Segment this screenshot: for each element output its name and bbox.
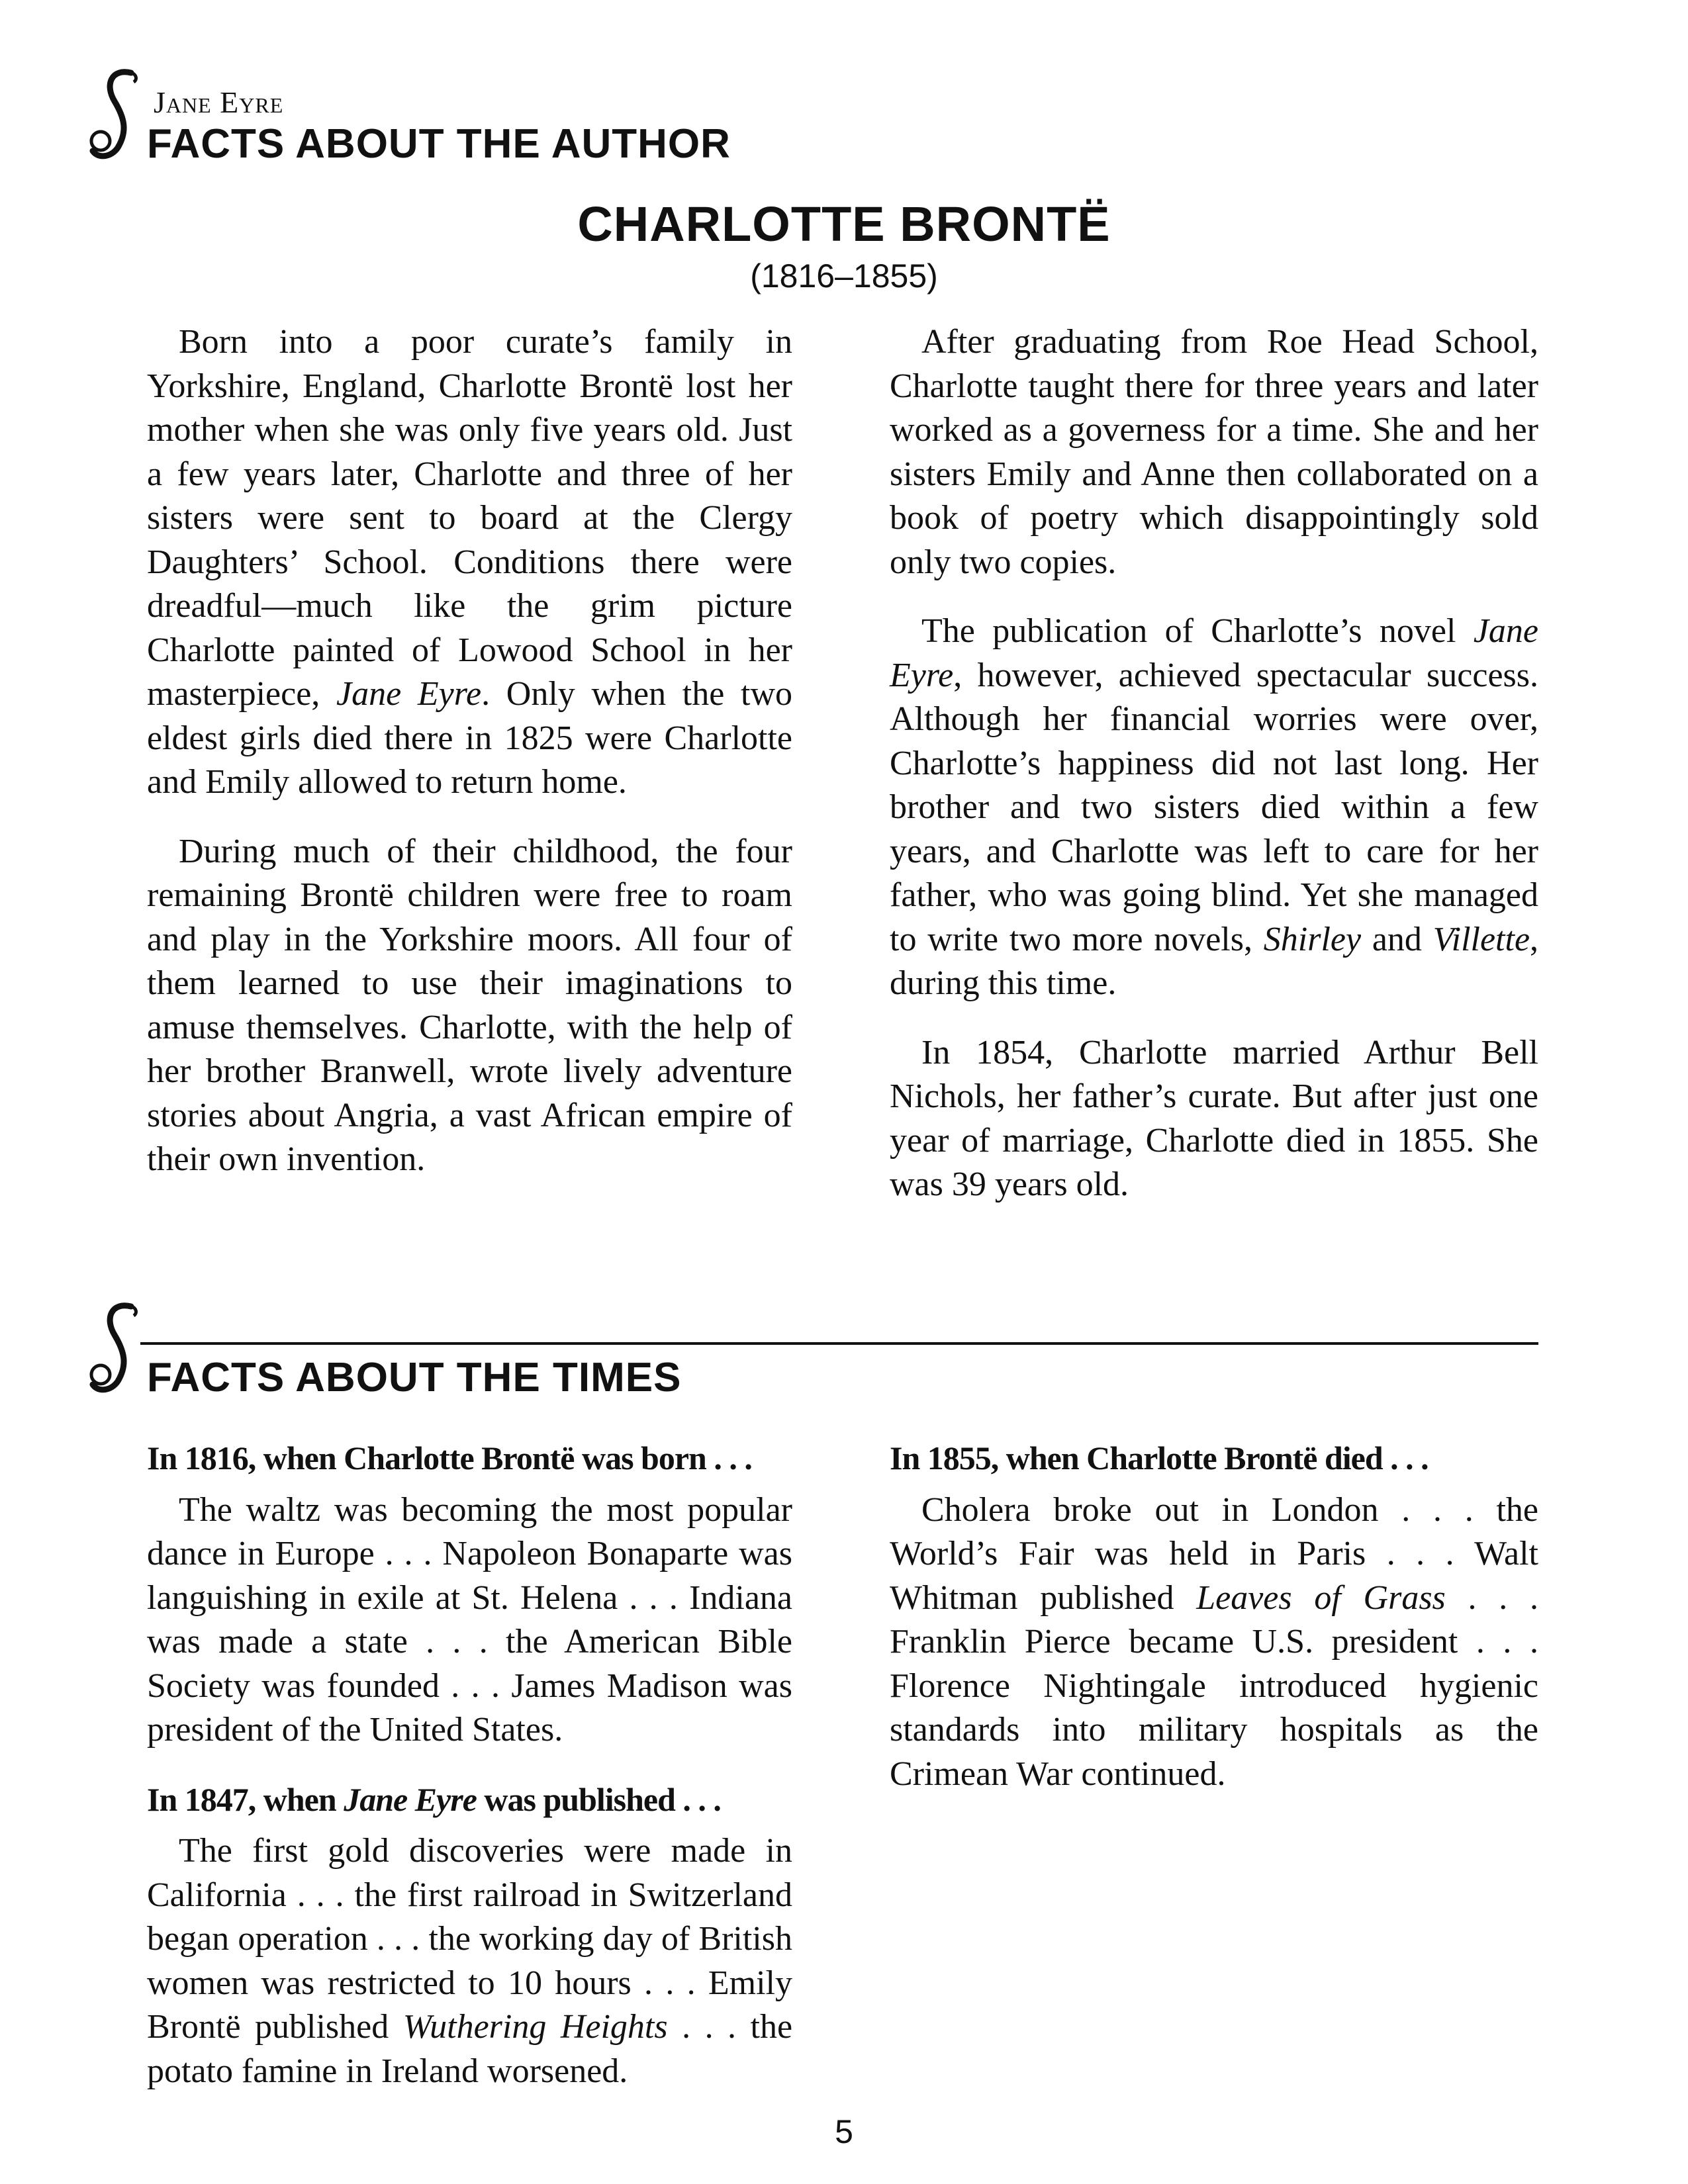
- bio-text: The publication of Charlotte’s novel: [921, 612, 1456, 650]
- times-entry-1855: [890, 1436, 1538, 1796]
- times-column-left: [147, 1436, 792, 2113]
- bio-text: , during this time.: [890, 920, 1539, 1002]
- novel-title: Jane Eyre: [890, 612, 1539, 694]
- author-dates: (1816–1855): [750, 257, 938, 295]
- times-text: [890, 1488, 1538, 1797]
- times-text: The waltz was becoming the most popular dance in Europe . . . Napoleon Bonaparte was languishing in exile at St. Helena . . . Indiana was made a state . . . the American Bible Society was founded . . . James Madison was president of the United States.: [147, 1490, 792, 1749]
- times-entry-1847: [147, 1778, 792, 2094]
- times-subheading: In 1855, when Charlotte Brontë died . . .: [890, 1439, 1429, 1477]
- times-text-part: Cholera broke out in London . . . the World’s Fair was held in Paris . . . Walt Whitman published: [890, 1490, 1538, 1617]
- section-ornament-icon: [85, 1298, 148, 1400]
- section-divider: [140, 1342, 1538, 1345]
- novel-title: Leaves of Grass: [1196, 1578, 1446, 1617]
- bio-column-left: [147, 320, 792, 1207]
- bio-paragraph: [147, 320, 792, 805]
- bio-paragraph: After graduating from Roe Head School, Charlotte taught there for three years and later worked as a governess for a time. She and her sisters Emily and Anne then collaborated on a book of poetry which disappointingly sold only two copies.: [890, 323, 1538, 581]
- bio-column-right: [890, 320, 1538, 1232]
- bio-paragraph: In 1854, Charlotte married Arthur Bell Nichols, her father’s curate. But after just one year of marriage, Charlotte died in 1855. She was 39 years old.: [890, 1033, 1538, 1203]
- times-text-part: . . . the potato famine in Ireland worsened.: [147, 2008, 793, 2090]
- novel-title: Villette: [1432, 920, 1530, 958]
- times-entry-1816: [147, 1436, 792, 1752]
- section-ornament-icon: [85, 65, 148, 167]
- times-subheading: [147, 1778, 792, 1822]
- novel-title: Shirley: [1263, 920, 1362, 958]
- times-text: [147, 1829, 792, 2093]
- page-number: 5: [835, 2113, 853, 2150]
- bio-text: , however, achieved spectacular success. Although her financial worries were over, Charlotte’s happiness did not last long. Her brother and two sisters died within a few years, and Charlotte was left to care for her father, who was going blind. Yet she managed to write two more novels,: [890, 656, 1538, 958]
- bio-paragraph: [890, 610, 1538, 1006]
- novel-title: Jane Eyre: [336, 675, 482, 713]
- bio-text: and: [1372, 920, 1422, 958]
- section-heading-author: FACTS ABOUT THE AUTHOR: [147, 121, 731, 167]
- running-head: Jane Eyre: [154, 85, 284, 119]
- subheading-text: was published . . .: [484, 1780, 721, 1818]
- times-subheading: In 1816, when Charlotte Brontë was born . . .: [147, 1439, 752, 1477]
- section-heading-times: FACTS ABOUT THE TIMES: [147, 1355, 682, 1400]
- times-text-part: . . . Franklin Pierce became U.S. president . . . Florence Nightingale introduced hygienic standards into military hospitals as the Crimean War continued.: [890, 1578, 1539, 1793]
- bio-text: Born into a poor curate’s family in Yorkshire, England, Charlotte Brontë lost her mother when she was only five years old. Just a few years later, Charlotte and three of her sisters were sent to board at the Clergy Daughters’ School. Conditions there were dreadful—much like the grim picture Charlotte painted of Lowood School in her masterpiece,: [147, 323, 792, 713]
- novel-title: Wuthering Heights: [402, 2008, 668, 2046]
- subheading-text: In 1847, when: [147, 1780, 336, 1818]
- bio-text: . Only when the two eldest girls died there in 1825 were Charlotte and Emily allowed to return home.: [147, 675, 793, 801]
- novel-title: Jane Eyre: [344, 1780, 477, 1818]
- times-column-right: [890, 1436, 1538, 1821]
- author-name: CHARLOTTE BRONTË: [577, 197, 1111, 251]
- times-text-part: The first gold discoveries were made in California . . . the first railroad in Switzerland began operation . . . the working day of British women was restricted to 10 hours . . . Emily Brontë published: [147, 1832, 792, 2046]
- bio-paragraph: During much of their childhood, the four remaining Brontë children were free to roam and play in the Yorkshire moors. All four of them learned to use their imaginations to amuse themselves. Charlotte, with the help of her brother Branwell, wrote lively adventure stories about Angria, a vast African empire of their own invention.: [147, 832, 792, 1178]
